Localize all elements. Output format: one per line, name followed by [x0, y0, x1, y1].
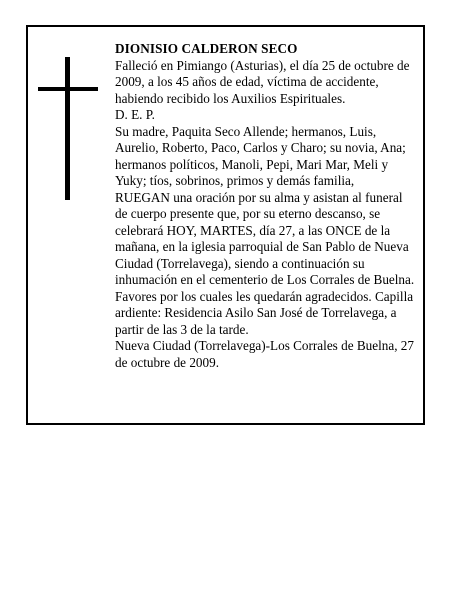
cross-vertical-bar [65, 57, 70, 200]
place-date-line: Nueva Ciudad (Torrelavega)-Los Corrales de Buelna, 27 de octubre de 2009. [115, 338, 414, 370]
death-paragraph: Falleció en Pimiango (Asturias), el día 25 de octubre de 2009, a los 45 años de edad, víctima de accidente, habiendo recibido los Auxilios Espirituales. [115, 57, 410, 106]
family-paragraph: Su madre, Paquita Seco Allende; hermanos, Luis, Aurelio, Roberto, Paco, Carlos y Charo; su novia, Ana; hermanos políticos, Manoli, Pepi, Mari Mar, Meli y Yuky; tíos, sobrinos, primos y demás familia, [115, 123, 406, 188]
cross-icon [38, 57, 98, 200]
obituary-notice [26, 25, 425, 425]
deceased-name: DIONISIO CALDERON SECO [115, 41, 298, 56]
cross-horizontal-bar [38, 87, 98, 91]
obituary-text [115, 41, 417, 371]
request-paragraph: RUEGAN una oración por su alma y asistan al funeral de cuerpo presente que, por su eterno descanso, se celebrará HOY, MARTES, día 27, a las ONCE de la mañana, en la iglesia parroquial de San Pablo de Nueva Ciudad (Torrelavega), siendo a continuación su inhumación en el cementerio de Los Corrales de Buelna. Favores por los cuales les quedarán agradecidos. Capilla ardiente: Residencia Asilo San José de Torrelavega, a partir de las 3 de la tarde. [115, 189, 415, 337]
dep-line: D. E. P. [115, 107, 155, 122]
